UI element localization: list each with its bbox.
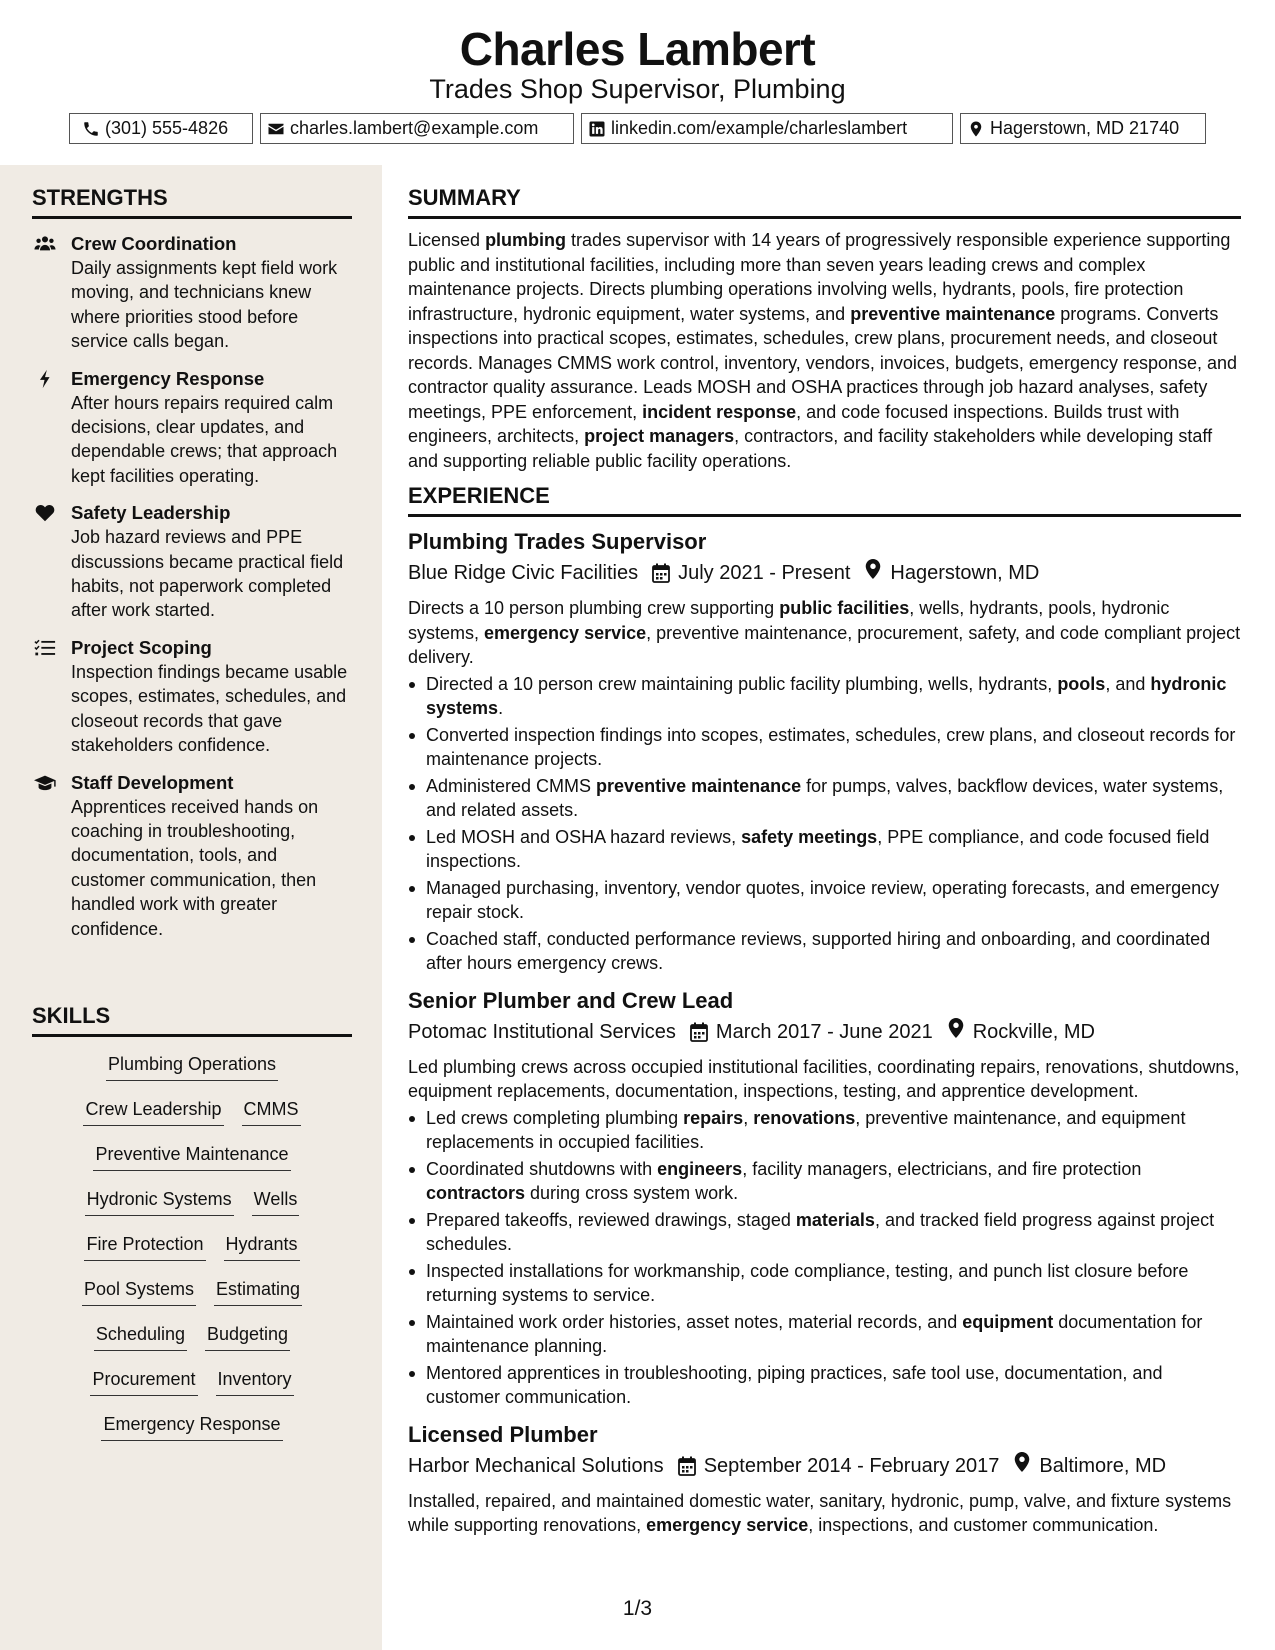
strength-title: Emergency Response	[71, 367, 265, 389]
map-pin-icon	[947, 1018, 965, 1038]
job-summary: Directs a 10 person plumbing crew supporting public facilities, wells, hydrants, pools, hydronic systems, emergency service, preventive maintenance, procurement, safety, and code compliant project delivery.	[408, 598, 1241, 667]
job-bullet: Inspected installations for workmanship, code compliance, testing, and punch list closure before returning systems to service.	[408, 1259, 1241, 1308]
skills-heading: SKILLS	[32, 1003, 352, 1037]
job-bullet: Managed purchasing, inventory, vendor quotes, invoice review, operating forecasts, and emergency repair stock.	[408, 876, 1241, 925]
map-pin-icon	[967, 120, 985, 138]
job-bullet: Coordinated shutdowns with engineers, facility managers, electricians, and fire protection contractors during cross system work.	[408, 1157, 1241, 1206]
job-company: Potomac Institutional Services	[408, 1020, 676, 1043]
contact-email[interactable]	[260, 113, 574, 144]
job-bullets	[408, 672, 1241, 976]
job-entry	[408, 527, 1241, 976]
job-meta	[408, 1451, 1241, 1481]
summary-heading: SUMMARY	[408, 185, 1241, 219]
candidate-title: Trades Shop Supervisor, Plumbing	[429, 74, 846, 104]
summary-section	[408, 185, 1241, 473]
strength-title: Crew Coordination	[71, 233, 237, 254]
job-bullet: Maintained work order histories, asset notes, material records, and equipment documentation for maintenance planning.	[408, 1310, 1241, 1359]
contact-location[interactable]	[960, 113, 1206, 144]
job-bullet: Directed a 10 person crew maintaining public facility plumbing, wells, hydrants, pools, and hydronic systems.	[408, 672, 1241, 721]
skills-section	[32, 1003, 352, 1456]
job-dates: March 2017 - June 2021	[715, 1020, 933, 1043]
skill-tag: Hydronic Systems	[85, 1186, 234, 1216]
job-entry	[408, 1420, 1241, 1538]
bolt-icon	[34, 369, 56, 389]
linkedin-icon	[588, 120, 606, 138]
list-check-icon	[34, 638, 56, 658]
map-pin-icon	[1013, 1452, 1031, 1472]
strength-title: Staff Development	[71, 771, 234, 793]
job-bullet: Administered CMMS preventive maintenance for pumps, valves, backflow devices, water systems, and related assets.	[408, 774, 1241, 823]
strength-item	[32, 501, 352, 623]
skill-tag: Hydrants	[224, 1231, 300, 1261]
heart-icon	[34, 503, 56, 523]
strength-title: Project Scoping	[71, 636, 212, 658]
job-bullet: Mentored apprentices in troubleshooting, piping practices, safe tool use, documentation, and customer communication.	[408, 1361, 1241, 1410]
strength-item	[32, 771, 352, 941]
skill-tag: Pool Systems	[82, 1276, 196, 1306]
experience-heading: EXPERIENCE	[408, 483, 1241, 517]
skill-tag: Scheduling	[94, 1321, 187, 1351]
job-title: Licensed Plumber	[408, 1421, 598, 1447]
job-title: Senior Plumber and Crew Lead	[408, 987, 734, 1013]
strength-desc: Daily assignments kept field work moving, and technicians knew where priorities stood before service calls began.	[71, 258, 338, 352]
skill-tag: Estimating	[214, 1276, 302, 1306]
contact-email-text: charles.lambert@example.com	[290, 118, 539, 138]
job-bullet: Prepared takeoffs, reviewed drawings, staged materials, and tracked field progress against project schedules.	[408, 1208, 1241, 1257]
job-entry	[408, 986, 1241, 1410]
skill-tag: Emergency Response	[101, 1411, 282, 1441]
resume-header	[0, 0, 1275, 165]
strength-title: Safety Leadership	[71, 502, 231, 524]
job-title: Plumbing Trades Supervisor	[408, 529, 707, 554]
strengths-section	[32, 185, 352, 941]
graduation-cap-icon	[34, 773, 56, 793]
skill-tag: Wells	[252, 1186, 300, 1216]
page-number: 1/3	[622, 1597, 653, 1620]
strength-desc: Inspection findings became usable scopes, estimates, schedules, and closeout records that gave stakeholders confidence.	[71, 661, 348, 756]
job-bullets	[408, 1106, 1241, 1410]
job-location: Rockville, MD	[972, 1020, 1095, 1043]
job-bullet: Converted inspection findings into scopes, estimates, schedules, crew plans, and closeout records for maintenance projects.	[408, 723, 1241, 772]
calendar-icon	[652, 563, 670, 583]
skill-tag: Plumbing Operations	[106, 1051, 278, 1081]
strength-desc: After hours repairs required calm decisions, clear updates, and dependable crews; that approach kept facilities operating.	[71, 392, 338, 486]
job-bullet: Led crews completing plumbing repairs, renovations, preventive maintenance, and equipment replacements in occupied facilities.	[408, 1106, 1241, 1155]
job-summary: Installed, repaired, and maintained domestic water, sanitary, hydronic, pump, valve, and fixture systems while supporting renovations, emergency service, inspections, and customer communication.	[408, 1490, 1232, 1535]
skill-tag: Procurement	[90, 1366, 197, 1396]
job-meta	[408, 1017, 1241, 1047]
job-bullet: Led MOSH and OSHA hazard reviews, safety meetings, PPE compliance, and code focused field inspections.	[408, 825, 1241, 874]
strength-desc: Apprentices received hands on coaching in troubleshooting, documentation, tools, and customer communication, then handled work with greater confidence.	[71, 796, 319, 939]
contact-linkedin[interactable]	[581, 113, 953, 144]
job-company: Harbor Mechanical Solutions	[408, 1454, 664, 1477]
candidate-name: Charles Lambert	[459, 23, 816, 75]
skill-tag: Budgeting	[205, 1321, 290, 1351]
skill-tag: Crew Leadership	[83, 1096, 223, 1126]
experience-section	[408, 483, 1241, 1538]
contact-bar	[0, 113, 1275, 144]
summary-text: Licensed plumbing trades supervisor with 14 years of progressively responsible experience supporting public and institutional facilities, including more than seven years leading crews and complex maintenance projects. Directs plumbing operations involving wells, hydrants, pools, fire protection infrastructure, hydronic equipment, water systems, and preventive maintenance programs. Converts inspections into practical scopes, estimates, schedules, crew plans, procurement needs, and closeout records. Manages CMMS work control, inventory, vendors, invoices, budgets, emergency response, and contractor quality assurance. Leads MOSH and OSHA practices through job hazard analyses, safety meetings, PPE enforcement, incident response, and code focused inspections. Builds trust with engineers, architects, project managers, contractors, and facility stakeholders while developing staff and supporting reliable public facility operations.	[408, 230, 1238, 471]
job-summary: Led plumbing crews across occupied institutional facilities, coordinating repairs, renovations, shutdowns, equipment replacements, documentation, inspections, testing, and apprentice development.	[408, 1056, 1240, 1101]
contact-location-text: Hagerstown, MD 21740	[990, 118, 1180, 138]
job-location: Hagerstown, MD	[890, 562, 1040, 584]
strength-item	[32, 636, 352, 758]
job-meta	[408, 558, 1241, 588]
map-pin-icon	[864, 559, 882, 579]
job-location: Baltimore, MD	[1039, 1454, 1167, 1477]
contact-phone[interactable]	[69, 113, 253, 144]
skill-tag: CMMS	[242, 1096, 301, 1126]
phone-icon	[82, 120, 100, 138]
strength-item	[32, 232, 352, 354]
strengths-heading: STRENGTHS	[32, 185, 352, 219]
users-icon	[34, 234, 56, 254]
job-dates: July 2021 - Present	[678, 562, 851, 584]
job-bullet: Coached staff, conducted performance reviews, supported hiring and onboarding, and coordinated after hours emergency crews.	[408, 927, 1241, 976]
sidebar	[0, 165, 382, 1650]
skill-tag: Inventory	[216, 1366, 294, 1396]
skill-tag: Preventive Maintenance	[93, 1141, 290, 1171]
envelope-icon	[267, 120, 285, 138]
job-company: Blue Ridge Civic Facilities	[408, 562, 639, 584]
calendar-icon	[678, 1456, 696, 1476]
strength-desc: Job hazard reviews and PPE discussions became practical field habits, not paperwork completed after work started.	[71, 527, 344, 621]
contact-linkedin-text: linkedin.com/example/charleslambert	[611, 118, 908, 138]
strength-item	[32, 367, 352, 489]
skill-tag: Fire Protection	[84, 1231, 205, 1261]
contact-phone-text: (301) 555-4826	[105, 118, 229, 138]
job-dates: September 2014 - February 2017	[703, 1454, 1000, 1477]
calendar-icon	[690, 1022, 708, 1042]
